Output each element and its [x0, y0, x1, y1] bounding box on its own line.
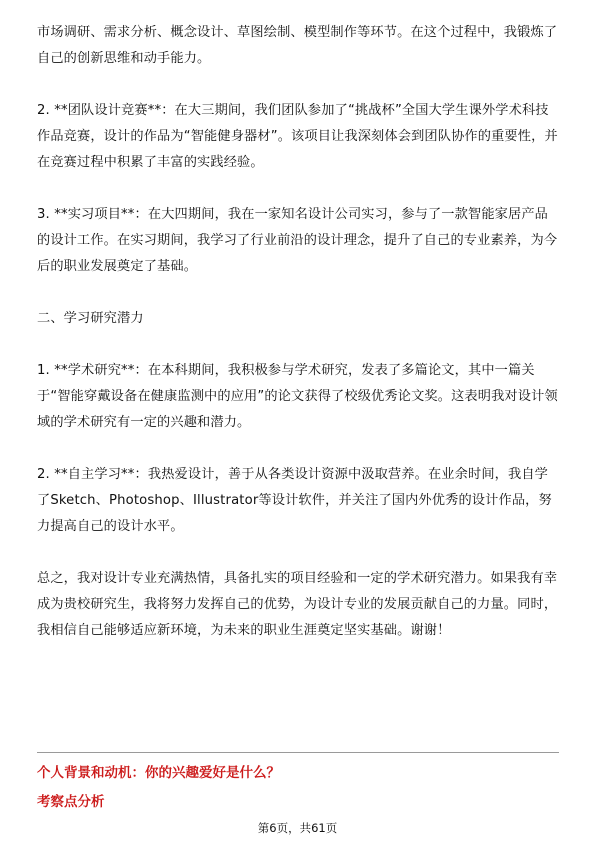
analysis-heading: 考察点分析 [37, 794, 105, 810]
interview-question: 个人背景和动机：你的兴趣爱好是什么？ [37, 765, 280, 781]
section-divider [37, 752, 559, 753]
section-title-research-potential: 二、学习研究潜力 [37, 311, 144, 326]
paragraph-internship: 3. **实习项目**：在大四期间，我在一家知名设计公司实习，参与了一款智能家居产品的设计工作。在实习期间，我学习了行业前沿的设计理念，提升了自己的专业素养，为今后的职业发展奠定了基础。 [37, 207, 558, 274]
paragraph-self-learning: 2. **自主学习**：我热爱设计，善于从各类设计资源中汲取营养。在业余时间，我自学了Sketch、Photoshop、Illustrator等设计软件，并关注了国内外优秀的设计作品，努力提高自己的设计水平。 [37, 467, 552, 534]
paragraph-conclusion: 总之，我对设计专业充满热情，具备扎实的项目经验和一定的学术研究潜力。如果我有幸成为贵校研究生，我将努力发挥自己的优势，为设计专业的发展贡献自己的力量。同时，我相信自己能够适应新环境，为未来的职业生涯奠定坚实基础。谢谢！ [37, 571, 558, 638]
paragraph-intro-continuation: 市场调研、需求分析、概念设计、草图绘制、模型制作等环节。在这个过程中，我锻炼了自己的创新思维和动手能力。 [37, 25, 558, 66]
page-number-footer: 第6页，共61页 [257, 821, 338, 835]
paragraph-academic-research: 1. **学术研究**：在本科期间，我积极参与学术研究，发表了多篇论文，其中一篇关于“智能穿戴设备在健康监测中的应用”的论文获得了校级优秀论文奖。这表明我对设计领域的学术研究有一定的兴趣和潜力。 [37, 363, 558, 430]
paragraph-team-competition: 2. **团队设计竞赛**：在大三期间，我们团队参加了“挑战杯”全国大学生课外学术科技作品竞赛，设计的作品为“智能健身器材”。该项目让我深刻体会到团队协作的重要性，并在竞赛过程中积累了丰富的实践经验。 [37, 103, 558, 170]
document-body [37, 20, 561, 644]
